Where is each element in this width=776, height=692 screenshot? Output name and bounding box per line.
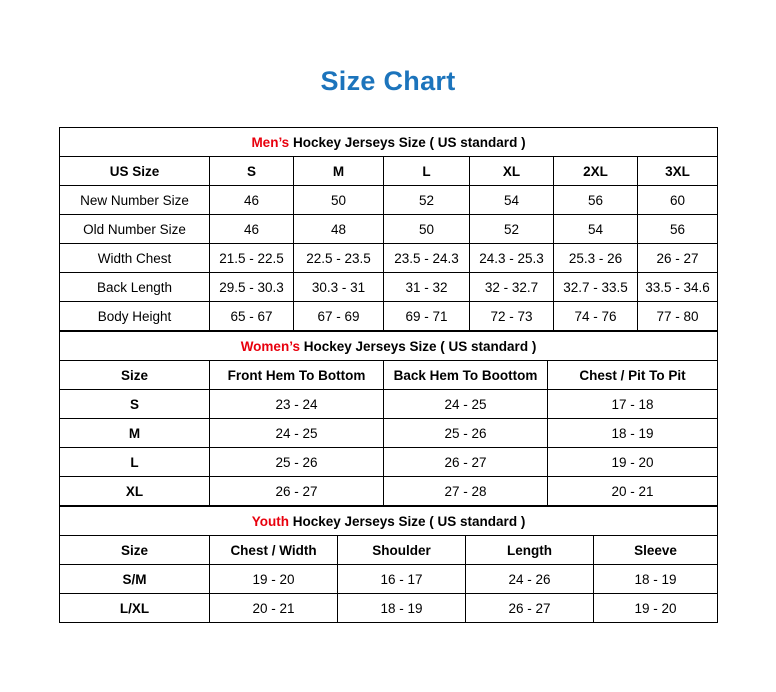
mens-cell: 54 — [554, 215, 638, 244]
womens-size-table — [59, 331, 718, 506]
mens-row-label: Width Chest — [60, 244, 210, 273]
mens-cell: 56 — [554, 186, 638, 215]
womens-col-header: Back Hem To Boottom — [384, 361, 548, 390]
table-row — [60, 302, 718, 331]
mens-cell: 67 - 69 — [294, 302, 384, 331]
womens-cell: 27 - 28 — [384, 477, 548, 506]
mens-cell: 69 - 71 — [384, 302, 470, 331]
mens-cell: 25.3 - 26 — [554, 244, 638, 273]
mens-col-header: 2XL — [554, 157, 638, 186]
youth-col-header: Sleeve — [594, 536, 718, 565]
mens-col-header: 3XL — [638, 157, 718, 186]
mens-cell: 56 — [638, 215, 718, 244]
mens-cell: 54 — [470, 186, 554, 215]
mens-cell: 77 - 80 — [638, 302, 718, 331]
mens-section-heading-accent: Men’s — [251, 134, 290, 150]
mens-cell: 74 - 76 — [554, 302, 638, 331]
mens-cell: 24.3 - 25.3 — [470, 244, 554, 273]
youth-col-header: Length — [466, 536, 594, 565]
table-row — [60, 186, 718, 215]
mens-col-header: M — [294, 157, 384, 186]
womens-section-heading-rest: Hockey Jerseys Size ( US standard ) — [299, 338, 537, 354]
womens-row-label: XL — [60, 477, 210, 506]
table-row — [60, 273, 718, 302]
youth-cell: 24 - 26 — [466, 565, 594, 594]
mens-cell: 32.7 - 33.5 — [554, 273, 638, 302]
mens-cell: 23.5 - 24.3 — [384, 244, 470, 273]
womens-cell: 24 - 25 — [210, 419, 384, 448]
youth-section-heading — [60, 507, 718, 536]
table-section-header-row — [60, 128, 718, 157]
mens-row-label: Back Length — [60, 273, 210, 302]
womens-cell: 20 - 21 — [548, 477, 718, 506]
table-section-header-row — [60, 507, 718, 536]
youth-cell: 16 - 17 — [338, 565, 466, 594]
youth-cell: 26 - 27 — [466, 594, 594, 623]
mens-col-header: S — [210, 157, 294, 186]
mens-cell: 46 — [210, 186, 294, 215]
mens-cell: 21.5 - 22.5 — [210, 244, 294, 273]
mens-section-heading — [60, 128, 718, 157]
womens-cell: 24 - 25 — [384, 390, 548, 419]
mens-cell: 46 — [210, 215, 294, 244]
table-row — [60, 157, 718, 186]
youth-cell: 19 - 20 — [594, 594, 718, 623]
youth-col-header: Chest / Width — [210, 536, 338, 565]
mens-size-table — [59, 127, 718, 331]
womens-col-header: Size — [60, 361, 210, 390]
youth-size-table — [59, 506, 718, 623]
mens-cell: 52 — [384, 186, 470, 215]
mens-row-label: Body Height — [60, 302, 210, 331]
womens-cell: 18 - 19 — [548, 419, 718, 448]
womens-section-heading-accent: Women’s — [240, 338, 300, 354]
table-row — [60, 448, 718, 477]
page-title: Size Chart — [320, 66, 456, 96]
mens-cell: 22.5 - 23.5 — [294, 244, 384, 273]
mens-cell: 31 - 32 — [384, 273, 470, 302]
mens-col-header: L — [384, 157, 470, 186]
mens-cell: 30.3 - 31 — [294, 273, 384, 302]
mens-col-header: US Size — [60, 157, 210, 186]
mens-section-heading-rest: Hockey Jerseys Size ( US standard ) — [289, 134, 526, 150]
mens-col-header: XL — [470, 157, 554, 186]
mens-cell: 50 — [384, 215, 470, 244]
mens-cell: 65 - 67 — [210, 302, 294, 331]
womens-row-label: S — [60, 390, 210, 419]
mens-cell: 72 - 73 — [470, 302, 554, 331]
mens-cell: 29.5 - 30.3 — [210, 273, 294, 302]
table-row — [60, 594, 718, 623]
womens-cell: 25 - 26 — [210, 448, 384, 477]
womens-row-label: L — [60, 448, 210, 477]
youth-cell: 19 - 20 — [210, 565, 338, 594]
table-row — [60, 361, 718, 390]
womens-col-header: Front Hem To Bottom — [210, 361, 384, 390]
mens-cell: 32 - 32.7 — [470, 273, 554, 302]
mens-row-label: New Number Size — [60, 186, 210, 215]
youth-section-heading-accent: Youth — [251, 513, 289, 529]
mens-cell: 26 - 27 — [638, 244, 718, 273]
womens-section-heading — [60, 332, 718, 361]
table-row — [60, 244, 718, 273]
youth-cell: 20 - 21 — [210, 594, 338, 623]
womens-cell: 23 - 24 — [210, 390, 384, 419]
mens-cell: 33.5 - 34.6 — [638, 273, 718, 302]
table-row — [60, 419, 718, 448]
table-row — [60, 477, 718, 506]
womens-cell: 26 - 27 — [384, 448, 548, 477]
table-row — [60, 565, 718, 594]
youth-section-heading-rest: Hockey Jerseys Size ( US standard ) — [288, 513, 526, 529]
womens-cell: 25 - 26 — [384, 419, 548, 448]
youth-cell: 18 - 19 — [338, 594, 466, 623]
size-chart-tables — [59, 127, 717, 623]
table-row — [60, 390, 718, 419]
youth-col-header: Shoulder — [338, 536, 466, 565]
table-row — [60, 536, 718, 565]
youth-col-header: Size — [60, 536, 210, 565]
mens-cell: 52 — [470, 215, 554, 244]
mens-cell: 48 — [294, 215, 384, 244]
mens-cell: 50 — [294, 186, 384, 215]
womens-cell: 19 - 20 — [548, 448, 718, 477]
womens-col-header: Chest / Pit To Pit — [548, 361, 718, 390]
mens-cell: 60 — [638, 186, 718, 215]
womens-cell: 26 - 27 — [210, 477, 384, 506]
womens-cell: 17 - 18 — [548, 390, 718, 419]
table-row — [60, 215, 718, 244]
mens-row-label: Old Number Size — [60, 215, 210, 244]
youth-row-label: S/M — [60, 565, 210, 594]
womens-row-label: M — [60, 419, 210, 448]
youth-cell: 18 - 19 — [594, 565, 718, 594]
table-section-header-row — [60, 332, 718, 361]
youth-row-label: L/XL — [60, 594, 210, 623]
